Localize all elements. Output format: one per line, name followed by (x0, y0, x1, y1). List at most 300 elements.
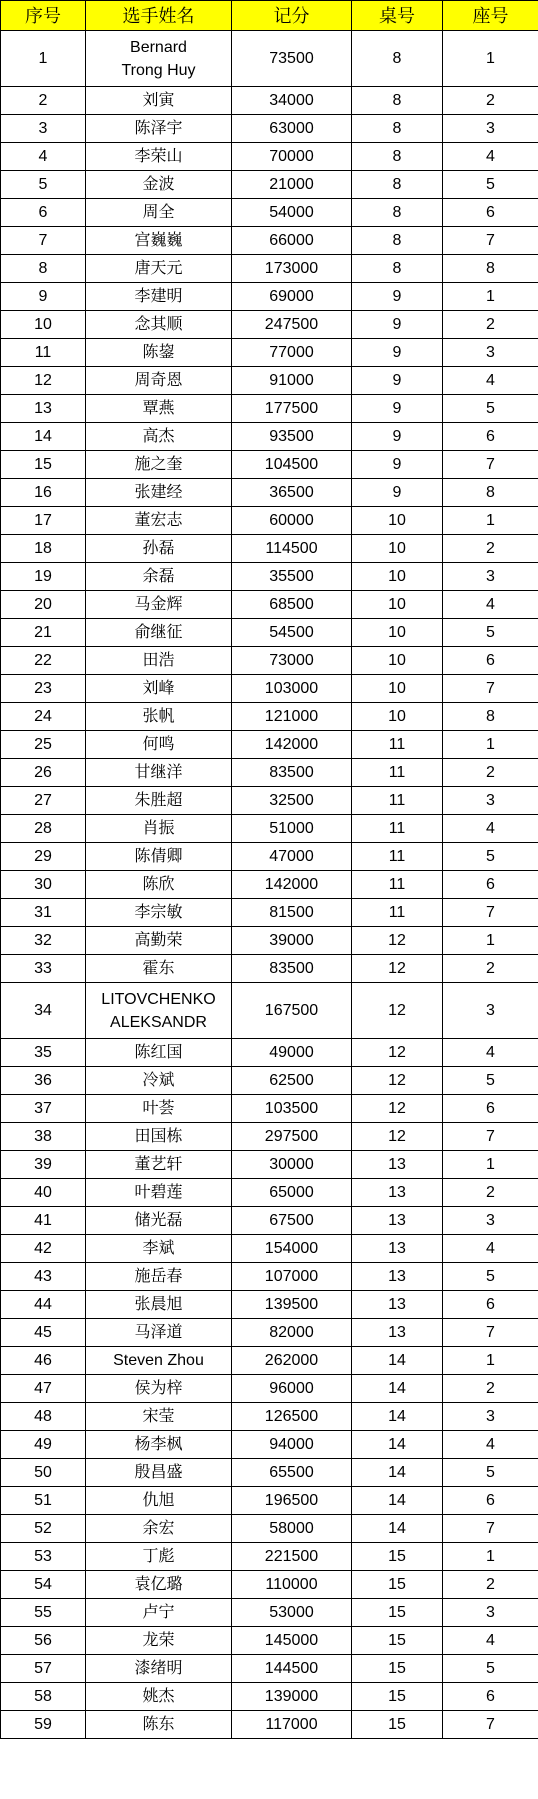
cell-table-number: 14 (352, 1375, 443, 1403)
cell-score: 53000 (232, 1599, 352, 1627)
cell-table-number: 11 (352, 787, 443, 815)
cell-score: 103500 (232, 1095, 352, 1123)
cell-player-name: 陈欣 (86, 871, 232, 899)
cell-seat-number: 3 (443, 339, 538, 367)
cell-score: 139000 (232, 1683, 352, 1711)
cell-table-number: 8 (352, 199, 443, 227)
cell-table-number: 9 (352, 311, 443, 339)
cell-score: 68500 (232, 591, 352, 619)
cell-player-name: 李宗敏 (86, 899, 232, 927)
header-seat-number: 座号 (443, 1, 538, 31)
cell-table-number: 10 (352, 647, 443, 675)
cell-score: 297500 (232, 1123, 352, 1151)
cell-score: 58000 (232, 1515, 352, 1543)
cell-seat-number: 8 (443, 479, 538, 507)
cell-player-name: 殷昌盛 (86, 1459, 232, 1487)
cell-player-name: LITOVCHENKO ALEKSANDR (86, 983, 232, 1039)
cell-score: 139500 (232, 1291, 352, 1319)
cell-player-name: 漆绪明 (86, 1655, 232, 1683)
cell-score: 35500 (232, 563, 352, 591)
cell-table-number: 15 (352, 1683, 443, 1711)
table-row (1, 619, 538, 647)
cell-table-number: 12 (352, 1123, 443, 1151)
cell-score: 103000 (232, 675, 352, 703)
cell-player-name: 陈倩卿 (86, 843, 232, 871)
cell-seat-number: 2 (443, 1179, 538, 1207)
cell-seq: 48 (1, 1403, 86, 1431)
cell-score: 107000 (232, 1263, 352, 1291)
cell-score: 54000 (232, 199, 352, 227)
cell-seq: 4 (1, 143, 86, 171)
table-row (1, 1711, 538, 1739)
cell-table-number: 9 (352, 367, 443, 395)
cell-table-number: 10 (352, 563, 443, 591)
cell-table-number: 13 (352, 1207, 443, 1235)
table-row (1, 199, 538, 227)
cell-seq: 15 (1, 451, 86, 479)
cell-score: 142000 (232, 871, 352, 899)
cell-score: 247500 (232, 311, 352, 339)
cell-score: 262000 (232, 1347, 352, 1375)
cell-seat-number: 2 (443, 1375, 538, 1403)
cell-player-name: 甘继洋 (86, 759, 232, 787)
table-row (1, 1375, 538, 1403)
table-row (1, 143, 538, 171)
table-row (1, 479, 538, 507)
cell-table-number: 9 (352, 479, 443, 507)
cell-table-number: 10 (352, 703, 443, 731)
cell-table-number: 12 (352, 955, 443, 983)
cell-seat-number: 3 (443, 983, 538, 1039)
cell-score: 91000 (232, 367, 352, 395)
table-row (1, 703, 538, 731)
cell-seq: 56 (1, 1627, 86, 1655)
table-row (1, 1039, 538, 1067)
cell-seat-number: 1 (443, 1151, 538, 1179)
table-row (1, 1123, 538, 1151)
cell-seat-number: 7 (443, 1319, 538, 1347)
cell-score: 63000 (232, 115, 352, 143)
cell-player-name: 卢宁 (86, 1599, 232, 1627)
cell-seat-number: 5 (443, 1067, 538, 1095)
cell-seq: 13 (1, 395, 86, 423)
table-row (1, 535, 538, 563)
cell-player-name: 覃燕 (86, 395, 232, 423)
cell-seat-number: 4 (443, 1627, 538, 1655)
cell-seat-number: 4 (443, 815, 538, 843)
table-row (1, 115, 538, 143)
cell-table-number: 10 (352, 535, 443, 563)
cell-seat-number: 2 (443, 1571, 538, 1599)
cell-seat-number: 4 (443, 1039, 538, 1067)
cell-score: 21000 (232, 171, 352, 199)
cell-player-name: Bernard Trong Huy (86, 31, 232, 87)
cell-score: 66000 (232, 227, 352, 255)
cell-player-name: 李荣山 (86, 143, 232, 171)
cell-seq: 14 (1, 423, 86, 451)
table-row (1, 787, 538, 815)
cell-seq: 50 (1, 1459, 86, 1487)
cell-player-name: 侯为梓 (86, 1375, 232, 1403)
cell-player-name: 董艺轩 (86, 1151, 232, 1179)
cell-table-number: 12 (352, 1095, 443, 1123)
table-row (1, 955, 538, 983)
cell-table-number: 11 (352, 871, 443, 899)
table-row (1, 1207, 538, 1235)
cell-table-number: 9 (352, 423, 443, 451)
table-row (1, 647, 538, 675)
cell-seat-number: 5 (443, 1263, 538, 1291)
cell-player-name: 仇旭 (86, 1487, 232, 1515)
table-row (1, 1655, 538, 1683)
cell-table-number: 11 (352, 759, 443, 787)
table-row (1, 339, 538, 367)
cell-score: 60000 (232, 507, 352, 535)
table-row (1, 1571, 538, 1599)
cell-seat-number: 3 (443, 787, 538, 815)
cell-table-number: 13 (352, 1291, 443, 1319)
cell-seat-number: 7 (443, 451, 538, 479)
table-row (1, 395, 538, 423)
cell-seq: 37 (1, 1095, 86, 1123)
cell-seat-number: 5 (443, 619, 538, 647)
table-row (1, 871, 538, 899)
cell-seq: 31 (1, 899, 86, 927)
cell-score: 104500 (232, 451, 352, 479)
table-row (1, 1095, 538, 1123)
cell-seat-number: 7 (443, 1711, 538, 1739)
cell-table-number: 9 (352, 283, 443, 311)
cell-score: 142000 (232, 731, 352, 759)
cell-seat-number: 1 (443, 507, 538, 535)
cell-seq: 3 (1, 115, 86, 143)
cell-seat-number: 7 (443, 227, 538, 255)
cell-seat-number: 3 (443, 563, 538, 591)
cell-table-number: 14 (352, 1487, 443, 1515)
cell-seat-number: 8 (443, 703, 538, 731)
cell-seq: 45 (1, 1319, 86, 1347)
table-row (1, 1319, 538, 1347)
table-row (1, 87, 538, 115)
cell-seq: 1 (1, 31, 86, 87)
cell-player-name: 宋莹 (86, 1403, 232, 1431)
cell-seq: 5 (1, 171, 86, 199)
cell-seq: 22 (1, 647, 86, 675)
table-row (1, 1627, 538, 1655)
table-row (1, 451, 538, 479)
cell-score: 32500 (232, 787, 352, 815)
cell-table-number: 9 (352, 395, 443, 423)
cell-player-name: 丁彪 (86, 1543, 232, 1571)
cell-player-name: 杨李枫 (86, 1431, 232, 1459)
cell-player-name: 张晨旭 (86, 1291, 232, 1319)
cell-score: 93500 (232, 423, 352, 451)
cell-score: 39000 (232, 927, 352, 955)
cell-seat-number: 3 (443, 1207, 538, 1235)
cell-seat-number: 1 (443, 731, 538, 759)
cell-table-number: 8 (352, 255, 443, 283)
cell-player-name: 念其顺 (86, 311, 232, 339)
cell-player-name: 朱胜超 (86, 787, 232, 815)
table-row (1, 563, 538, 591)
cell-table-number: 12 (352, 983, 443, 1039)
cell-player-name: 陈鋆 (86, 339, 232, 367)
cell-score: 144500 (232, 1655, 352, 1683)
cell-player-name: 金波 (86, 171, 232, 199)
cell-seq: 19 (1, 563, 86, 591)
table-row (1, 675, 538, 703)
cell-seq: 9 (1, 283, 86, 311)
cell-seat-number: 1 (443, 1347, 538, 1375)
cell-table-number: 13 (352, 1235, 443, 1263)
cell-seq: 30 (1, 871, 86, 899)
cell-seq: 7 (1, 227, 86, 255)
cell-table-number: 10 (352, 675, 443, 703)
cell-seq: 42 (1, 1235, 86, 1263)
cell-score: 34000 (232, 87, 352, 115)
table-row (1, 1263, 538, 1291)
table-row (1, 899, 538, 927)
cell-seq: 55 (1, 1599, 86, 1627)
cell-table-number: 8 (352, 227, 443, 255)
cell-score: 30000 (232, 1151, 352, 1179)
table-row (1, 1347, 538, 1375)
cell-player-name: 叶荟 (86, 1095, 232, 1123)
cell-seq: 36 (1, 1067, 86, 1095)
cell-seq: 53 (1, 1543, 86, 1571)
cell-seq: 12 (1, 367, 86, 395)
cell-player-name: 马金辉 (86, 591, 232, 619)
cell-seq: 29 (1, 843, 86, 871)
cell-player-name: 陈红国 (86, 1039, 232, 1067)
cell-table-number: 9 (352, 451, 443, 479)
cell-player-name: 李建明 (86, 283, 232, 311)
cell-seq: 8 (1, 255, 86, 283)
cell-table-number: 8 (352, 171, 443, 199)
cell-seq: 24 (1, 703, 86, 731)
cell-seat-number: 1 (443, 1543, 538, 1571)
cell-player-name: 霍东 (86, 955, 232, 983)
cell-seat-number: 7 (443, 1123, 538, 1151)
cell-score: 96000 (232, 1375, 352, 1403)
cell-seat-number: 2 (443, 311, 538, 339)
cell-player-name: 余宏 (86, 1515, 232, 1543)
table-row (1, 983, 538, 1039)
table-row (1, 815, 538, 843)
cell-seat-number: 4 (443, 143, 538, 171)
cell-table-number: 10 (352, 619, 443, 647)
cell-seq: 39 (1, 1151, 86, 1179)
cell-seq: 18 (1, 535, 86, 563)
cell-score: 83500 (232, 759, 352, 787)
cell-player-name: 高杰 (86, 423, 232, 451)
cell-player-name: 叶碧莲 (86, 1179, 232, 1207)
cell-seat-number: 2 (443, 535, 538, 563)
cell-seq: 25 (1, 731, 86, 759)
cell-seq: 10 (1, 311, 86, 339)
table-row (1, 1599, 538, 1627)
cell-score: 70000 (232, 143, 352, 171)
cell-table-number: 13 (352, 1151, 443, 1179)
cell-score: 83500 (232, 955, 352, 983)
cell-player-name: 施岳春 (86, 1263, 232, 1291)
cell-seat-number: 7 (443, 899, 538, 927)
table-row (1, 843, 538, 871)
cell-score: 36500 (232, 479, 352, 507)
cell-seq: 51 (1, 1487, 86, 1515)
cell-seat-number: 4 (443, 367, 538, 395)
cell-table-number: 14 (352, 1431, 443, 1459)
cell-table-number: 14 (352, 1347, 443, 1375)
cell-player-name: 陈东 (86, 1711, 232, 1739)
cell-table-number: 14 (352, 1515, 443, 1543)
table-row (1, 1067, 538, 1095)
cell-seat-number: 5 (443, 1459, 538, 1487)
cell-score: 145000 (232, 1627, 352, 1655)
cell-seat-number: 6 (443, 423, 538, 451)
cell-player-name: 周奇恩 (86, 367, 232, 395)
cell-seq: 2 (1, 87, 86, 115)
cell-seq: 52 (1, 1515, 86, 1543)
cell-player-name: 周全 (86, 199, 232, 227)
cell-player-name: 冷斌 (86, 1067, 232, 1095)
cell-player-name: 张帆 (86, 703, 232, 731)
cell-seq: 28 (1, 815, 86, 843)
cell-score: 110000 (232, 1571, 352, 1599)
cell-seq: 27 (1, 787, 86, 815)
cell-score: 67500 (232, 1207, 352, 1235)
cell-seq: 16 (1, 479, 86, 507)
cell-score: 77000 (232, 339, 352, 367)
cell-table-number: 11 (352, 731, 443, 759)
table-row (1, 731, 538, 759)
cell-table-number: 11 (352, 843, 443, 871)
cell-player-name: 肖振 (86, 815, 232, 843)
cell-seat-number: 5 (443, 843, 538, 871)
cell-player-name: 田浩 (86, 647, 232, 675)
cell-player-name: Steven Zhou (86, 1347, 232, 1375)
cell-table-number: 13 (352, 1319, 443, 1347)
cell-seq: 43 (1, 1263, 86, 1291)
cell-score: 94000 (232, 1431, 352, 1459)
cell-table-number: 15 (352, 1711, 443, 1739)
table-row (1, 1151, 538, 1179)
cell-seat-number: 6 (443, 1095, 538, 1123)
cell-seat-number: 1 (443, 283, 538, 311)
cell-table-number: 13 (352, 1263, 443, 1291)
cell-table-number: 10 (352, 591, 443, 619)
cell-score: 177500 (232, 395, 352, 423)
cell-table-number: 14 (352, 1403, 443, 1431)
cell-seat-number: 6 (443, 1291, 538, 1319)
cell-table-number: 8 (352, 143, 443, 171)
table-row (1, 311, 538, 339)
cell-table-number: 9 (352, 339, 443, 367)
table-row (1, 171, 538, 199)
cell-table-number: 8 (352, 87, 443, 115)
cell-seat-number: 2 (443, 759, 538, 787)
cell-seq: 40 (1, 1179, 86, 1207)
table-row (1, 1487, 538, 1515)
table-row (1, 1459, 538, 1487)
cell-player-name: 唐天元 (86, 255, 232, 283)
cell-seat-number: 5 (443, 171, 538, 199)
table-row (1, 1515, 538, 1543)
cell-seq: 46 (1, 1347, 86, 1375)
cell-seq: 35 (1, 1039, 86, 1067)
cell-seat-number: 6 (443, 1683, 538, 1711)
table-row (1, 1179, 538, 1207)
cell-seq: 32 (1, 927, 86, 955)
table-row (1, 283, 538, 311)
header-table-number: 桌号 (352, 1, 443, 31)
cell-score: 196500 (232, 1487, 352, 1515)
cell-score: 121000 (232, 703, 352, 731)
cell-player-name: 施之奎 (86, 451, 232, 479)
cell-table-number: 8 (352, 115, 443, 143)
cell-score: 65500 (232, 1459, 352, 1487)
table-row (1, 1431, 538, 1459)
cell-table-number: 15 (352, 1543, 443, 1571)
cell-seq: 33 (1, 955, 86, 983)
cell-table-number: 14 (352, 1459, 443, 1487)
cell-seat-number: 4 (443, 1235, 538, 1263)
cell-player-name: 俞继征 (86, 619, 232, 647)
cell-table-number: 11 (352, 815, 443, 843)
table-row (1, 759, 538, 787)
cell-seq: 44 (1, 1291, 86, 1319)
cell-player-name: 马泽道 (86, 1319, 232, 1347)
cell-score: 51000 (232, 815, 352, 843)
cell-seat-number: 6 (443, 1487, 538, 1515)
cell-score: 49000 (232, 1039, 352, 1067)
cell-seat-number: 3 (443, 1403, 538, 1431)
cell-score: 126500 (232, 1403, 352, 1431)
cell-seq: 26 (1, 759, 86, 787)
table-row (1, 507, 538, 535)
cell-player-name: 张建经 (86, 479, 232, 507)
table-row (1, 927, 538, 955)
table-row (1, 1543, 538, 1571)
cell-player-name: 董宏志 (86, 507, 232, 535)
cell-score: 73000 (232, 647, 352, 675)
header-seq: 序号 (1, 1, 86, 31)
cell-table-number: 12 (352, 1067, 443, 1095)
table-row (1, 1291, 538, 1319)
cell-score: 73500 (232, 31, 352, 87)
cell-table-number: 15 (352, 1599, 443, 1627)
cell-score: 154000 (232, 1235, 352, 1263)
cell-score: 221500 (232, 1543, 352, 1571)
cell-table-number: 8 (352, 31, 443, 87)
cell-player-name: 孙磊 (86, 535, 232, 563)
cell-seq: 23 (1, 675, 86, 703)
table-body (1, 31, 538, 1739)
table-row (1, 1683, 538, 1711)
table-row (1, 367, 538, 395)
cell-seq: 38 (1, 1123, 86, 1151)
cell-player-name: 刘峰 (86, 675, 232, 703)
cell-table-number: 15 (352, 1627, 443, 1655)
cell-score: 69000 (232, 283, 352, 311)
cell-score: 62500 (232, 1067, 352, 1095)
cell-player-name: 何鸣 (86, 731, 232, 759)
cell-table-number: 15 (352, 1655, 443, 1683)
cell-player-name: 陈泽宇 (86, 115, 232, 143)
cell-player-name: 姚杰 (86, 1683, 232, 1711)
cell-seat-number: 7 (443, 1515, 538, 1543)
cell-score: 173000 (232, 255, 352, 283)
